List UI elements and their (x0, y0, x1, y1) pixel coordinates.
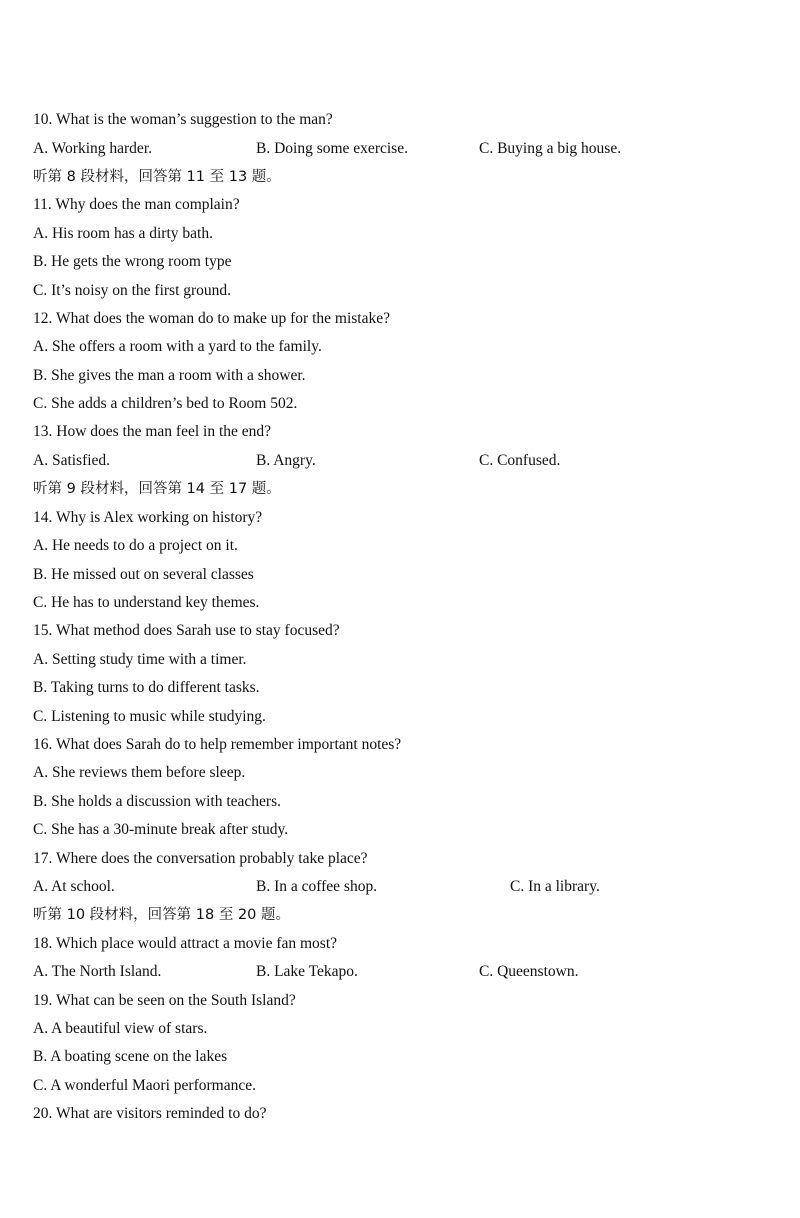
option-11-b: B. He gets the wrong room type (33, 253, 232, 270)
question-10-options (33, 140, 753, 158)
option-12-c: C. She adds a children’s bed to Room 502. (33, 395, 298, 412)
option-12-a: A. She offers a room with a yard to the family. (33, 338, 322, 355)
question-12-stem: 12. What does the woman do to make up for the mistake? (33, 310, 390, 327)
question-20-stem: 20. What are visitors reminded to do? (33, 1105, 267, 1122)
option-15-b: B. Taking turns to do different tasks. (33, 679, 260, 696)
option-13-b: B. Angry. (256, 452, 316, 469)
option-11-a: A. His room has a dirty bath. (33, 225, 213, 242)
question-14-stem: 14. Why is Alex working on history? (33, 509, 263, 526)
question-13-stem: 13. How does the man feel in the end? (33, 423, 272, 440)
option-19-c: C. A wonderful Maori performance. (33, 1077, 256, 1094)
option-19-b: B. A boating scene on the lakes (33, 1048, 228, 1065)
question-16-stem: 16. What does Sarah do to help remember important notes? (33, 736, 402, 753)
option-15-a: A. Setting study time with a timer. (33, 651, 247, 668)
option-19-a: A. A beautiful view of stars. (33, 1020, 208, 1037)
option-13-a: A. Satisfied. (33, 452, 111, 469)
option-14-b: B. He missed out on several classes (33, 566, 254, 583)
question-15-stem: 15. What method does Sarah use to stay focused? (33, 622, 340, 639)
option-14-c: C. He has to understand key themes. (33, 594, 260, 611)
option-15-c: C. Listening to music while studying. (33, 708, 266, 725)
question-19-stem: 19. What can be seen on the South Island? (33, 992, 296, 1009)
option-10-b: B. Doing some exercise. (256, 140, 408, 157)
question-13-options (33, 452, 753, 470)
option-10-c: C. Buying a big house. (479, 140, 622, 157)
question-18-options (33, 963, 753, 981)
option-16-b: B. She holds a discussion with teachers. (33, 793, 281, 810)
option-17-a: A. At school. (33, 878, 115, 895)
option-14-a: A. He needs to do a project on it. (33, 537, 238, 554)
section-9-instruction: 听第 9 段材料，回答第 14 至 17 题。 (33, 481, 281, 497)
option-18-c: C. Queenstown. (479, 963, 579, 980)
question-17-options (33, 878, 753, 896)
question-11-stem: 11. Why does the man complain? (33, 196, 240, 213)
option-10-a: A. Working harder. (33, 140, 152, 157)
question-18-stem: 18. Which place would attract a movie fan most? (33, 935, 338, 952)
section-10-instruction: 听第 10 段材料，回答第 18 至 20 题。 (33, 907, 291, 923)
option-16-c: C. She has a 30-minute break after study. (33, 821, 289, 838)
question-10-stem: 10. What is the woman’s suggestion to the man? (33, 111, 333, 128)
option-17-c: C. In a library. (510, 878, 600, 895)
option-17-b: B. In a coffee shop. (256, 878, 378, 895)
option-12-b: B. She gives the man a room with a shower. (33, 367, 306, 384)
option-16-a: A. She reviews them before sleep. (33, 764, 246, 781)
option-11-c: C. It’s noisy on the first ground. (33, 282, 232, 299)
option-18-a: A. The North Island. (33, 963, 162, 980)
section-8-instruction: 听第 8 段材料，回答第 11 至 13 题。 (33, 169, 281, 185)
question-17-stem: 17. Where does the conversation probably take place? (33, 850, 368, 867)
option-18-b: B. Lake Tekapo. (256, 963, 358, 980)
option-13-c: C. Confused. (479, 452, 561, 469)
